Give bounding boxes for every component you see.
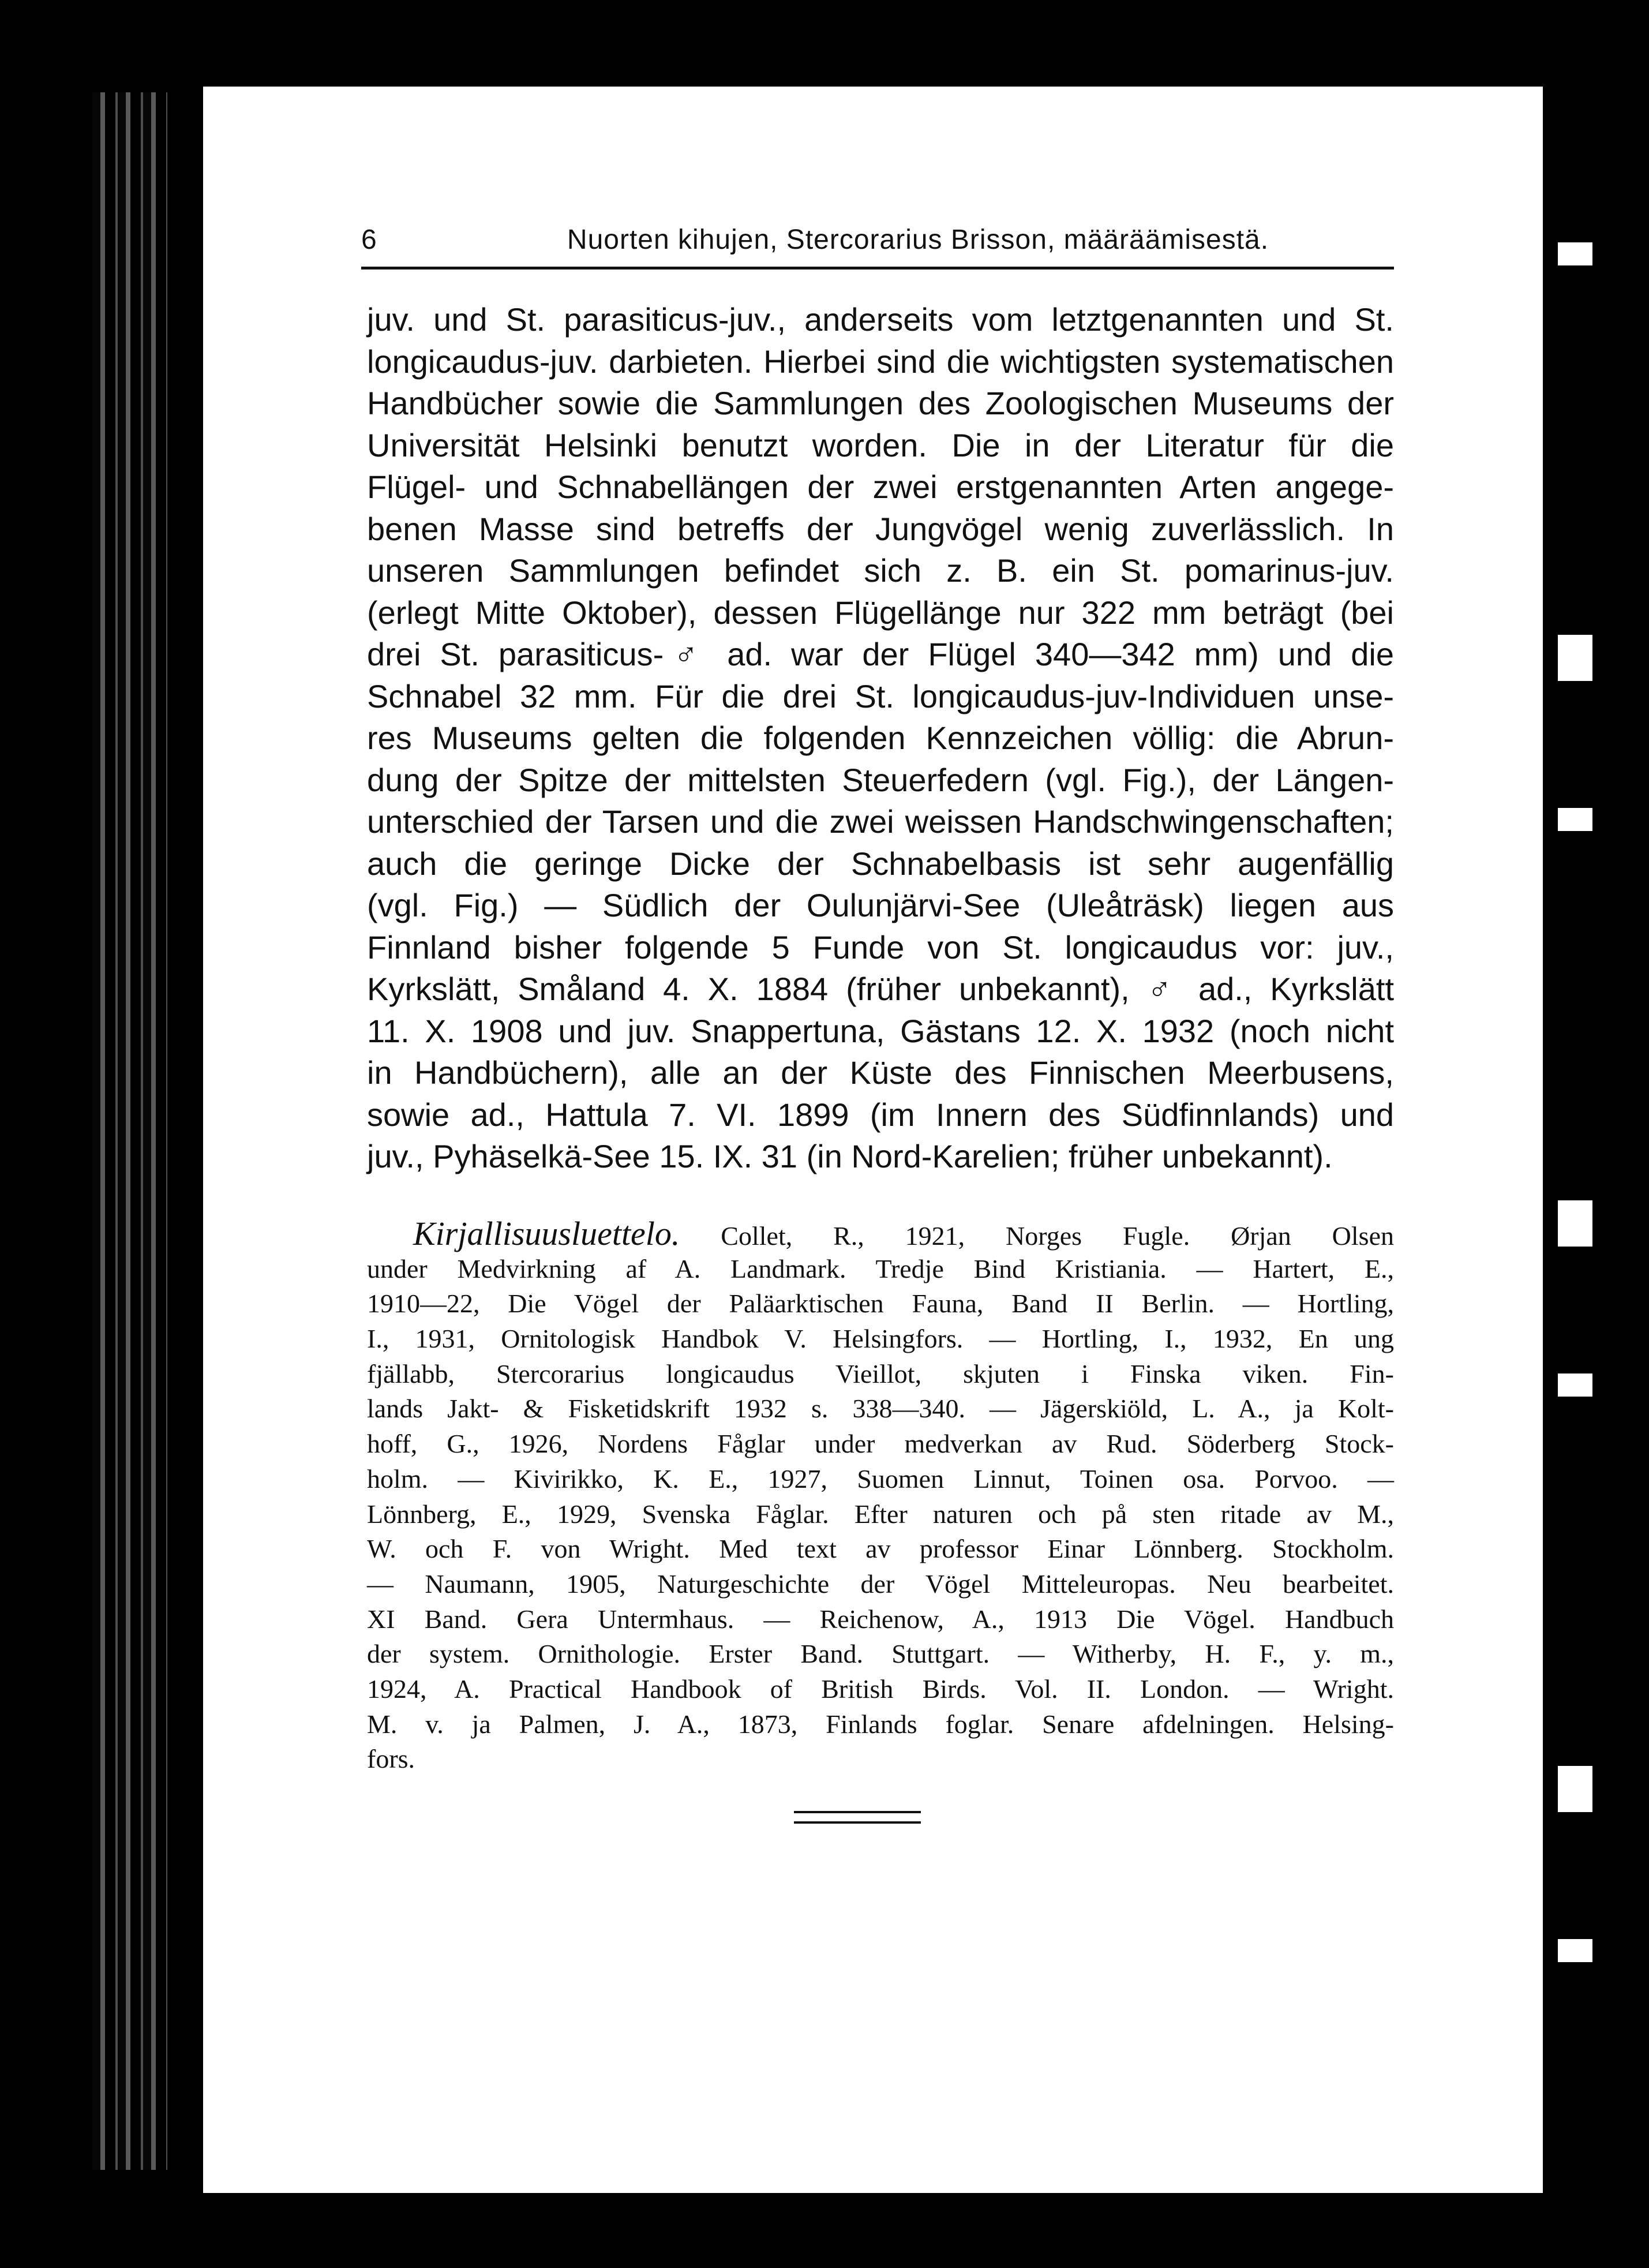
body-line: juv. und St. parasiticus-juv., anderseits vom letztgenannten und St.	[367, 301, 1394, 338]
body-line: (erlegt Mitte Oktober), dessen Flügellänge nur 322 mm beträgt (bei	[367, 594, 1394, 631]
body-line: Schnabel 32 mm. Für die drei St. longicaudus-juv-Individuen unse-	[367, 678, 1394, 714]
body-text	[367, 299, 1394, 1178]
body-line: drei St. parasiticus-♂ ad. war der Flügel 340—342 mm) und die	[367, 636, 1394, 672]
reference-line: holm. — Kivirikko, K. E., 1927, Suomen Linnut, Toinen osa. Porvoo. —	[367, 1464, 1394, 1494]
reference-line: M. v. ja Palmen, J. A., 1873, Finlands foglar. Senare afdelningen. Helsing-	[367, 1709, 1394, 1739]
scan-right-edge	[1558, 115, 1592, 2135]
body-line: 11. X. 1908 und juv. Snappertuna, Gästans 12. X. 1932 (noch nicht	[367, 1012, 1394, 1049]
reference-line: I., 1931, Ornitologisk Handbok V. Helsingfors. — Hortling, I., 1932, En ung	[367, 1324, 1394, 1354]
reference-line: W. och F. von Wright. Med text av professor Einar Lönnberg. Stockholm.	[367, 1534, 1394, 1564]
header-rule	[361, 267, 1394, 270]
running-title: Nuorten kihujen, Stercorarius Brisson, määräämisestä.	[567, 224, 1269, 255]
reference-line: hoff, G., 1926, Nordens Fåglar under medverkan av Rud. Söderberg Stock-	[367, 1429, 1394, 1459]
reference-heading: Kirjallisuusluettelo.	[413, 1215, 680, 1252]
body-line: res Museums gelten die folgenden Kennzeichen völlig: die Abrun-	[367, 720, 1394, 756]
reference-line: fors.	[367, 1744, 415, 1774]
scan-left-edge	[92, 92, 167, 2170]
page-number: 6	[361, 224, 377, 255]
body-line: Kyrkslätt, Småland 4. X. 1884 (früher unbekannt), ♂ ad., Kyrkslätt	[367, 971, 1394, 1007]
reference-line: fjällabb, Stercorarius longicaudus Vieillot, skjuten i Finska viken. Fin-	[367, 1358, 1394, 1389]
body-line: Flügel- und Schnabellängen der zwei erstgenannten Arten angege-	[367, 469, 1394, 505]
end-double-rule	[794, 1811, 921, 1824]
reference-line: der system. Ornithologie. Erster Band. Stuttgart. — Witherby, H. F., y. m.,	[367, 1639, 1394, 1669]
body-line: Handbücher sowie die Sammlungen des Zoologischen Museums der	[367, 385, 1394, 421]
reference-line: — Naumann, 1905, Naturgeschichte der Vögel Mitteleuropas. Neu bearbeitet.	[367, 1569, 1394, 1599]
reference-line	[367, 1217, 1394, 1252]
body-line: longicaudus-juv. darbieten. Hierbei sind die wichtigsten systematischen	[367, 343, 1394, 380]
reference-line: lands Jakt- & Fisketidskrift 1932 s. 338—340. — Jägerskiöld, L. A., ja Kolt-	[367, 1394, 1394, 1424]
reference-line: XI Band. Gera Untermhaus. — Reichenow, A., 1913 Die Vögel. Handbuch	[367, 1604, 1394, 1634]
page-header	[361, 224, 1388, 256]
reference-line: Lönnberg, E., 1929, Svenska Fåglar. Efter naturen och på sten ritade av M.,	[367, 1499, 1394, 1529]
body-line: auch die geringe Dicke der Schnabelbasis ist sehr augenfällig	[367, 845, 1394, 882]
reference-line: 1910—22, Die Vögel der Paläarktischen Fauna, Band II Berlin. — Hortling,	[367, 1289, 1394, 1319]
body-line: (vgl. Fig.) — Südlich der Oulunjärvi-See (Uleåträsk) liegen aus	[367, 887, 1394, 923]
reference-text: Collet, R., 1921, Norges Fugle. Ørjan Olsen	[721, 1221, 1395, 1251]
body-line: juv., Pyhäselkä-See 15. IX. 31 (in Nord-Karelien; früher unbekannt).	[367, 1138, 1333, 1174]
body-line: benen Masse sind betreffs der Jungvögel wenig zuverlässlich. In	[367, 510, 1394, 547]
body-line: Universität Helsinki benutzt worden. Die in der Literatur für die	[367, 426, 1394, 463]
reference-line: 1924, A. Practical Handbook of British Birds. Vol. II. London. — Wright.	[367, 1674, 1394, 1704]
body-line: in Handbüchern), alle an der Küste des Finnischen Meerbusens,	[367, 1054, 1394, 1091]
body-line: sowie ad., Hattula 7. VI. 1899 (im Innern des Südfinnlands) und	[367, 1096, 1394, 1133]
body-line: unseren Sammlungen befindet sich z. B. ein St. pomarinus-juv.	[367, 552, 1394, 589]
reference-list	[367, 1217, 1394, 1777]
body-line: dung der Spitze der mittelsten Steuerfedern (vgl. Fig.), der Längen-	[367, 761, 1394, 798]
body-line: Finnland bisher folgende 5 Funde von St. longicaudus vor: juv.,	[367, 929, 1394, 965]
reference-line: under Medvirkning af A. Landmark. Tredje Bind Kristiania. — Hartert, E.,	[367, 1253, 1394, 1283]
body-line: unterschied der Tarsen und die zwei weissen Handschwingenschaften;	[367, 803, 1394, 840]
